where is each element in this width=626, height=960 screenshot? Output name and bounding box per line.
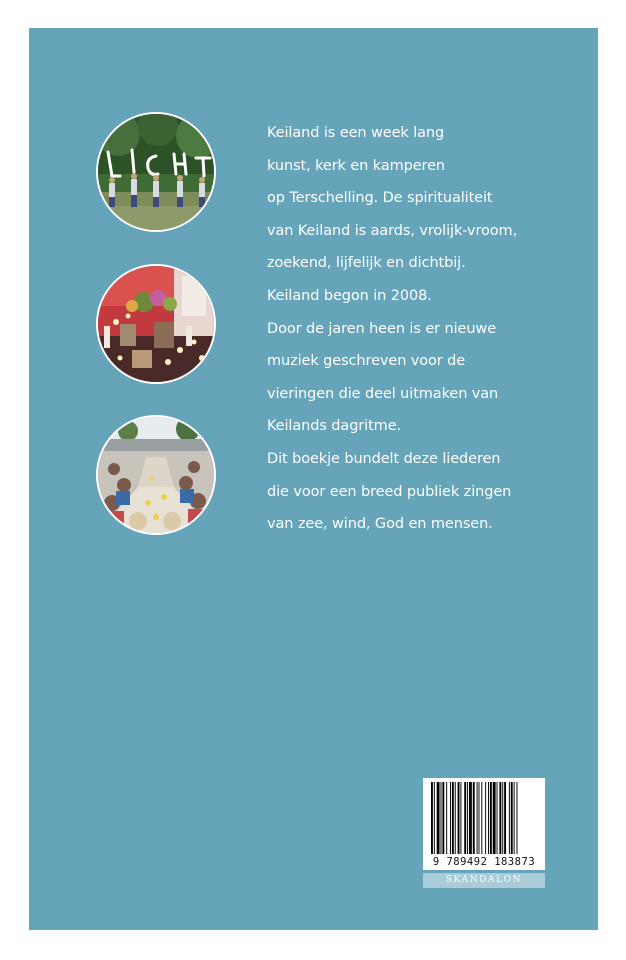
- barcode-bar: [450, 782, 451, 854]
- photo-candle-altar: [96, 264, 216, 384]
- blurb-line: die voor een breed publiek zingen: [267, 483, 512, 500]
- back-cover-blurb: [267, 121, 567, 545]
- barcode-bar: [464, 782, 466, 854]
- barcode-bar: [441, 782, 442, 854]
- blurb-line: Keilands dagritme.: [267, 418, 402, 435]
- barcode-bar: [499, 782, 501, 854]
- barcode-bar: [477, 782, 478, 854]
- blurb-line: Door de jaren heen is er nieuwe: [267, 320, 497, 337]
- barcode-bar: [485, 782, 486, 854]
- barcode-bar: [446, 782, 447, 854]
- altar-photo-graphic: [98, 266, 214, 382]
- barcode-bar: [511, 782, 513, 854]
- back-cover: [29, 28, 598, 930]
- blurb-line: kunst, kerk en kamperen: [267, 157, 446, 174]
- barcode-bar: [493, 782, 496, 854]
- barcode-bar: [517, 782, 518, 854]
- barcode-bar: [437, 782, 440, 854]
- barcode-bar: [434, 782, 435, 854]
- barcode-bar: [467, 782, 468, 854]
- barcode-bar: [473, 782, 475, 854]
- blurb-line: Keiland begon in 2008.: [267, 287, 432, 304]
- photo-licht-letters: [96, 112, 216, 232]
- barcode-bar: [469, 782, 472, 854]
- barcode-bar: [488, 782, 489, 854]
- blurb-line: van zee, wind, God en mensen.: [267, 516, 493, 533]
- licht-photo-graphic: [98, 114, 214, 230]
- blurb-line: van Keiland is aards, vrolijk-vroom,: [267, 222, 518, 239]
- barcode-bar: [509, 782, 510, 854]
- blurb-line: Dit boekje bundelt deze liederen: [267, 450, 501, 467]
- isbn-barcode: [423, 778, 545, 870]
- photo-dining-tent: [96, 415, 216, 535]
- barcode-bar: [497, 782, 498, 854]
- blurb-line: op Terschelling. De spiritualiteit: [267, 190, 493, 207]
- barcode-bar: [490, 782, 492, 854]
- barcode-bar: [504, 782, 506, 854]
- isbn-number: 9 789492 183873: [432, 856, 536, 868]
- barcode-bar: [455, 782, 456, 854]
- barcode-bar: [502, 782, 503, 854]
- dining-photo-graphic: [98, 417, 214, 533]
- barcode-bar: [481, 782, 482, 854]
- barcode-bar: [458, 782, 460, 854]
- barcode-bar: [514, 782, 515, 854]
- barcode-bar: [442, 782, 444, 854]
- blurb-line: Keiland is een week lang: [267, 125, 445, 141]
- blurb-line: zoekend, lijfelijk en dichtbij.: [267, 255, 466, 272]
- publisher-logo: SKANDALON: [423, 873, 545, 888]
- barcode-bar: [460, 782, 461, 854]
- barcode-bar: [431, 782, 433, 854]
- blurb-line: muziek geschreven voor de: [267, 353, 466, 370]
- blurb-line: vieringen die deel uitmaken van: [267, 385, 499, 402]
- barcode-bar: [452, 782, 454, 854]
- barcode-bars: [423, 778, 545, 856]
- barcode-bar: [479, 782, 480, 854]
